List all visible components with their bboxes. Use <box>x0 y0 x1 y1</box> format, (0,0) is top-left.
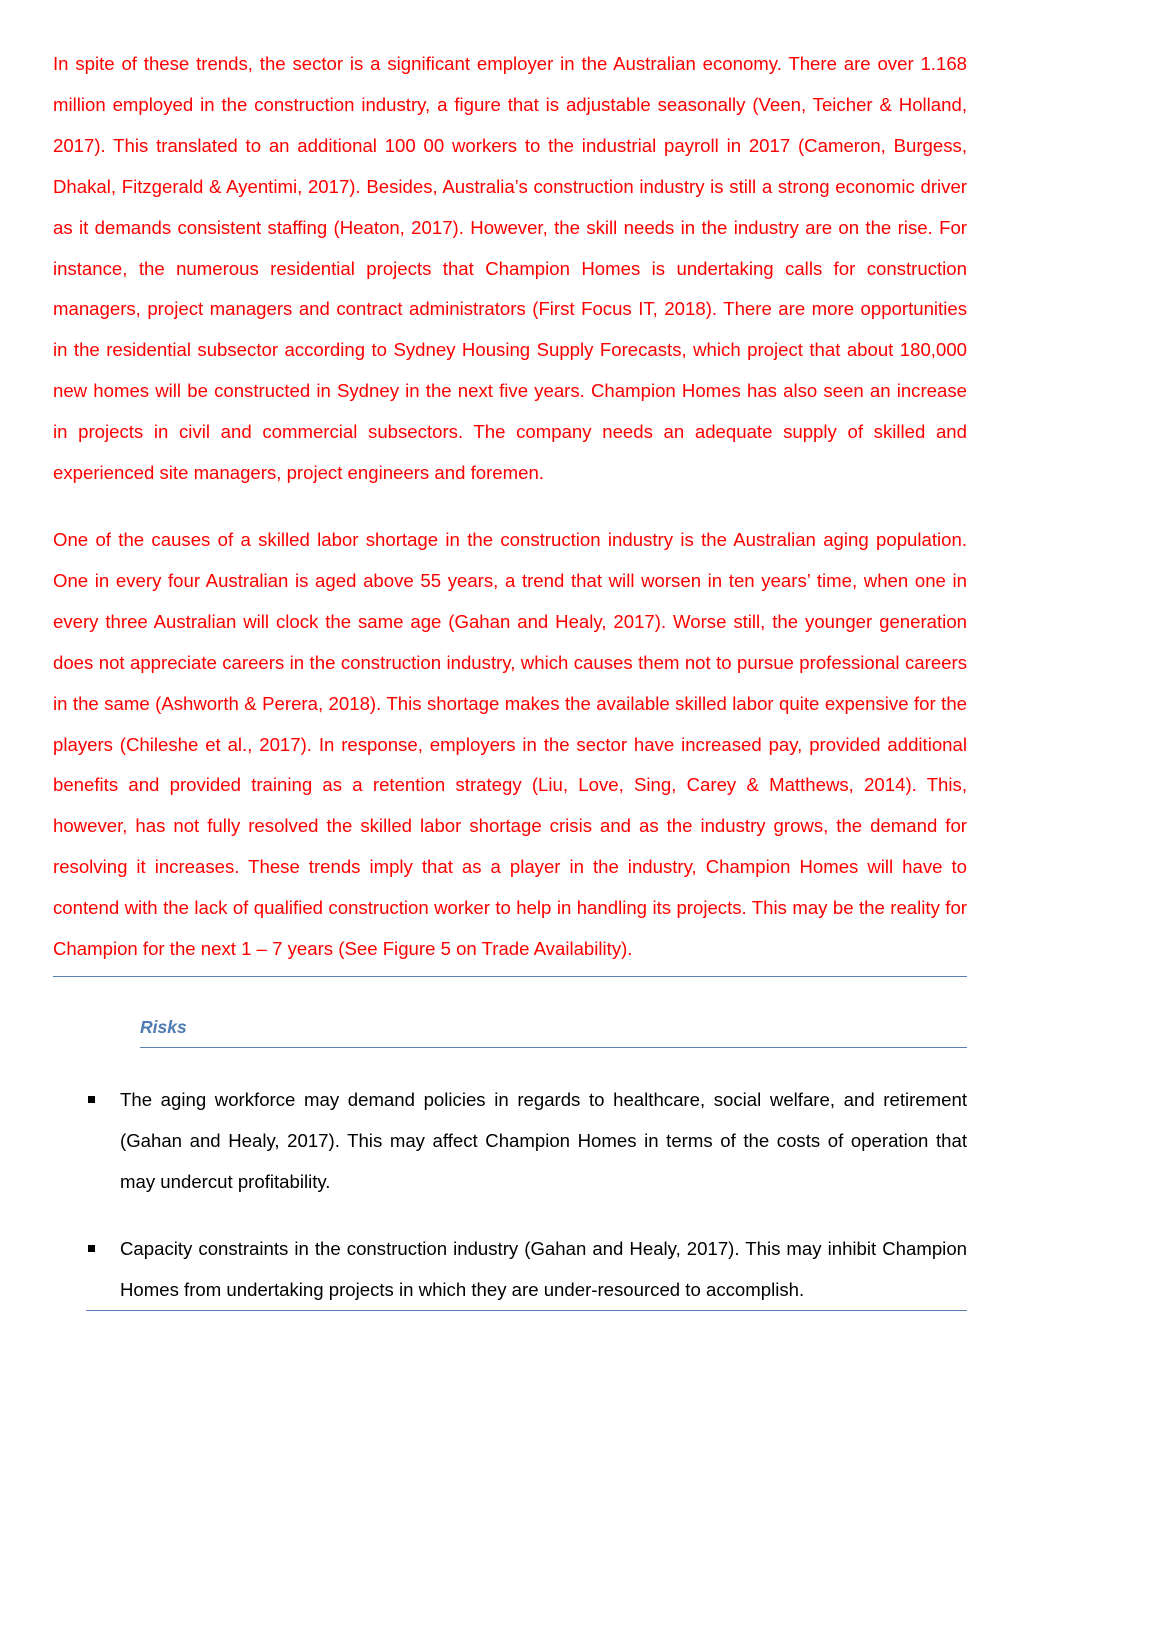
risks-list <box>86 1080 967 1312</box>
risk-item <box>86 1229 967 1311</box>
risk-item <box>86 1080 967 1203</box>
risk-item-text: The aging workforce may demand policies in regards to healthcare, social welfare, and retirement (Gahan and Healy, 2017). This may affect Champion Homes in terms of the costs of operation that may undercut profitability. <box>120 1088 967 1192</box>
square-bullet-icon <box>88 1096 95 1103</box>
body-paragraph: One of the causes of a skilled labor shortage in the construction industry is the Australian aging population. One in every four Australian is aged above 55 years, a trend that will worsen in ten years’ time, when one in every three Australian will clock the same age (Gahan and Healy, 2017). Worse still, the younger generation does not appreciate careers in the construction industry, which causes them not to pursue professional careers in the same (Ashworth & Perera, 2018). This shortage makes the available skilled labor quite expensive for the players (Chileshe et al., 2017). In response, employers in the sector have increased pay, provided additional benefits and provided training as a retention strategy (Liu, Love, Sing, Carey & Matthews, 2014). This, however, has not fully resolved the skilled labor shortage crisis and as the industry grows, the demand for resolving it increases. These trends imply that as a player in the industry, Champion Homes will have to contend with the lack of qualified construction worker to help in handling its projects. This may be the reality for Champion for the next 1 – 7 years (See Figure 5 on Trade Availability). <box>53 520 967 977</box>
body-paragraph: In spite of these trends, the sector is a significant employer in the Australian economy. There are over 1.168 million employed in the construction industry, a figure that is adjustable seasonally (Veen, Teicher & Holland, 2017). This translated to an additional 100 00 workers to the industrial payroll in 2017 (Cameron, Burgess, Dhakal, Fitzgerald & Ayentimi, 2017). Besides, Australia’s construction industry is still a strong economic driver as it demands consistent staffing (Heaton, 2017). However, the skill needs in the industry are on the rise. For instance, the numerous residential projects that Champion Homes is undertaking calls for construction managers, project managers and contract administrators (First Focus IT, 2018). There are more opportunities in the residential subsector according to Sydney Housing Supply Forecasts, which project that about 180,000 new homes will be constructed in Sydney in the next five years. Champion Homes has also seen an increase in projects in civil and commercial subsectors. The company needs an adequate supply of skilled and experienced site managers, project engineers and foremen. <box>53 53 967 484</box>
square-bullet-icon <box>88 1245 95 1252</box>
risk-item-text: Capacity constraints in the construction industry (Gahan and Healy, 2017). This may inhibit Champion Homes from undertaking projects in which they are under-resourced to accomplish. <box>120 1237 967 1300</box>
document-page <box>53 44 967 1311</box>
risks-heading: Risks <box>140 1013 967 1048</box>
